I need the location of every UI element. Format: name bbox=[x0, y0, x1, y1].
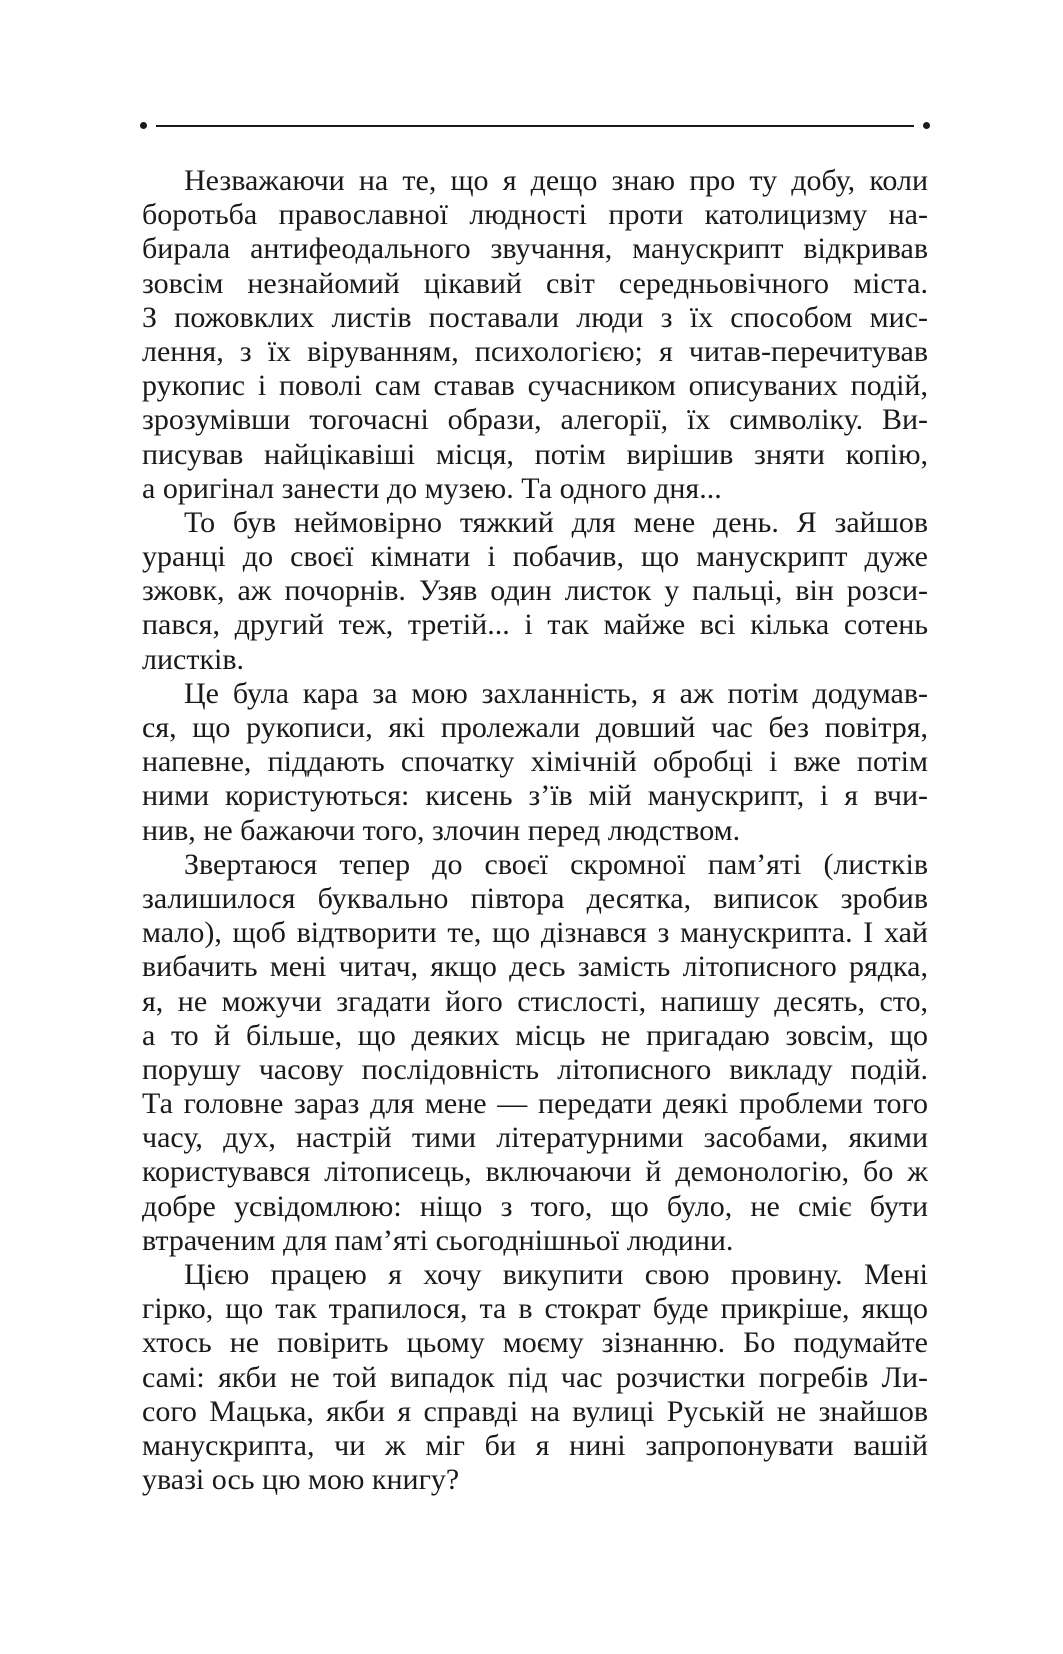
text-line: часу, дух, настрій тими літературними засобами, якими bbox=[142, 1121, 928, 1155]
text-line: Це була кара за мою захланність, я аж потім додумав- bbox=[184, 676, 928, 710]
text-line: пався, другий теж, третій... і так майже всі кілька сотень bbox=[142, 608, 928, 642]
rule-line bbox=[156, 125, 914, 127]
text-line: манускрипта, чи ж міг би я нині запропонувати вашій bbox=[142, 1428, 928, 1462]
text-line: лення, з їх віруванням, психологією; я читав-перечитував bbox=[142, 334, 928, 368]
text-line: зовсім незнайомий цікавий світ середньовічного міста. bbox=[142, 266, 928, 300]
text-line: З пожовклих листів поставали люди з їх способом мис- bbox=[142, 300, 928, 334]
text-line: користувався літописець, включаючи й демонологію, бо ж bbox=[142, 1155, 928, 1189]
text-line: Та головне зараз для мене — передати деякі проблеми того bbox=[142, 1087, 928, 1121]
text-line: уранці до своєї кімнати і побачив, що манускрипт дуже bbox=[142, 540, 928, 574]
text-line: ними користуються: кисень з’їв мій манускрипт, і я вчи- bbox=[142, 779, 928, 813]
text-line: хтось не повірить цьому моєму зізнанню. Бо подумайте bbox=[142, 1326, 928, 1360]
text-line: втраченим для пам’яті сьогоднішньої людини. bbox=[142, 1223, 734, 1257]
paragraph bbox=[142, 677, 928, 848]
text-line: ся, що рукописи, які пролежали довший час без повітря, bbox=[142, 711, 928, 744]
text-line: рукопис і поволі сам ставав сучасником описуваних подій, bbox=[142, 369, 928, 403]
text-line: залишилося буквально півтора десятка, виписок зробив bbox=[142, 881, 928, 915]
text-line: я, не можучи згадати його стислості, напишу десять, сто, bbox=[142, 984, 928, 1018]
body-text bbox=[142, 164, 928, 1497]
text-line: напевне, піддають спочатку хімічній обробці і вже потім bbox=[142, 745, 928, 779]
text-line: добре усвідомлюю: ніщо з того, що було, не сміє бути bbox=[142, 1189, 928, 1223]
text-line: Незважаючи на те, що я дещо знаю про ту добу, коли bbox=[184, 164, 928, 197]
text-line: вибачить мені читач, якщо десь замість літописного рядка, bbox=[142, 950, 928, 984]
text-line: бирала антифеодального звучання, манускрипт відкривав bbox=[142, 232, 928, 266]
header-rule bbox=[140, 119, 930, 133]
text-line: То був неймовірно тяжкий для мене день. Я зайшов bbox=[184, 505, 928, 539]
paragraph bbox=[142, 1258, 928, 1497]
text-line: боротьба православної людності проти католицизму на- bbox=[142, 198, 928, 232]
rule-dot-right bbox=[923, 122, 930, 129]
paragraph bbox=[142, 506, 928, 677]
text-line: Звертаюся тепер до своєї скромної пам’яті (листків bbox=[184, 847, 928, 881]
text-line: Цією працею я хочу викупити свою провину. Мені bbox=[184, 1258, 928, 1291]
text-line: гірко, що так трапилося, та в стократ буде прикріше, якщо bbox=[142, 1292, 928, 1326]
text-line: писував найцікавіші місця, потім вирішив зняти копію, bbox=[142, 437, 928, 471]
rule-dot-left bbox=[140, 122, 147, 129]
text-line: а оригінал занести до музею. Та одного дня... bbox=[142, 471, 722, 505]
text-line: сого Мацька, якби я справді на вулиці Руській не знайшов bbox=[142, 1394, 928, 1428]
paragraph bbox=[142, 848, 928, 1258]
text-line: зжовк, аж почорнів. Узяв один листок у пальці, він розси- bbox=[142, 574, 928, 608]
text-line: нив, не бажаючи того, злочин перед людством. bbox=[142, 813, 741, 847]
text-line: а то й більше, що деяких місць не пригадаю зовсім, що bbox=[142, 1018, 928, 1052]
text-line: самі: якби не той випадок під час розчистки погребів Ли- bbox=[142, 1360, 928, 1394]
text-line: порушу часову послідовність літописного викладу подій. bbox=[142, 1052, 928, 1086]
text-line: листків. bbox=[142, 642, 245, 676]
text-line: увазі ось цю мою книгу? bbox=[142, 1463, 460, 1497]
paragraph bbox=[142, 164, 928, 506]
text-line: зрозумівши тогочасні образи, алегорії, їх символіку. Ви- bbox=[142, 403, 928, 437]
text-line: мало), щоб відтворити те, що дізнався з манускрипта. І хай bbox=[142, 916, 928, 950]
